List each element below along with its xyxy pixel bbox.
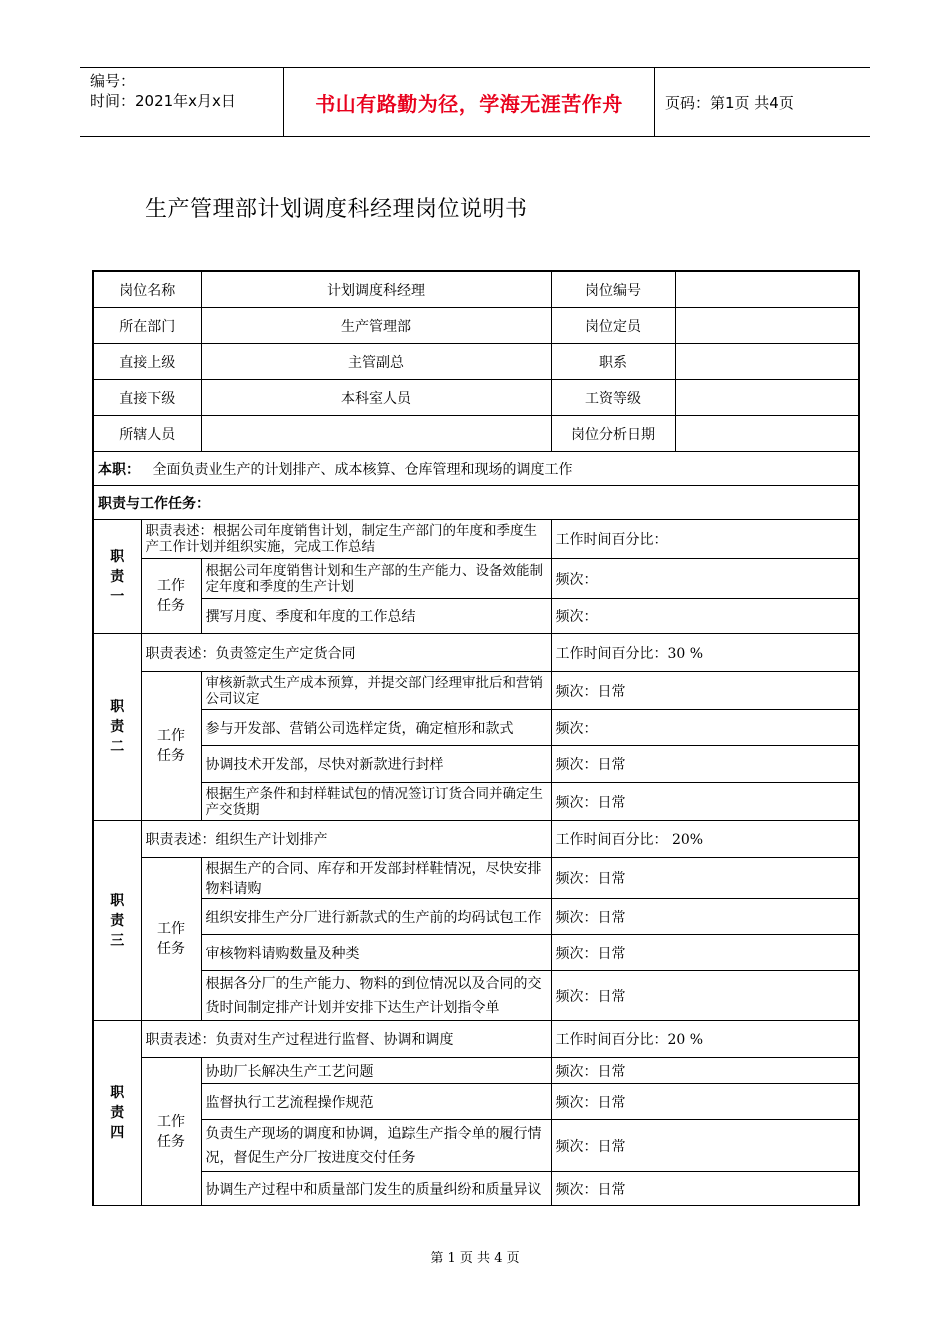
duties-header: 职责与工作任务： (93, 486, 859, 520)
duty-statement: 职责表述：负责签定生产定货合同 (141, 634, 551, 672)
task-row (93, 672, 859, 710)
task-row (93, 935, 859, 971)
duty-label-char: 一 (110, 588, 125, 605)
task-frequency: 频次： (551, 559, 859, 599)
duty-statement: 职责表述：负责对生产过程进行监督、协调和调度 (141, 1021, 551, 1058)
task-label-line: 任务 (157, 748, 185, 764)
task-row (93, 710, 859, 746)
task-frequency: 频次：日常 (551, 672, 859, 710)
info-label: 工资等级 (551, 380, 675, 416)
task-row (93, 971, 859, 1021)
info-value: 主管副总 (201, 344, 551, 380)
task-frequency: 频次：日常 (551, 1058, 859, 1084)
header-number: 编号： (90, 72, 136, 90)
task-label-line: 任务 (157, 598, 185, 614)
info-label: 直接上级 (93, 344, 201, 380)
info-row (93, 308, 859, 344)
task-text: 负责生产现场的调度和协调，追踪生产指令单的履行情况，督促生产分厂按进度交付任务 (201, 1120, 551, 1172)
duty-label-char: 三 (110, 932, 125, 949)
info-value (675, 344, 859, 380)
duty-label-char: 职 (110, 1085, 125, 1101)
task-text: 审核物料请购数量及种类 (201, 935, 551, 971)
duty-label (93, 1021, 141, 1206)
duty-statement-row (93, 520, 859, 559)
task-frequency: 频次： (551, 710, 859, 746)
task-label-line: 工作 (157, 1113, 185, 1130)
task-text: 监督执行工艺流程操作规范 (201, 1084, 551, 1120)
duties-header-row (93, 486, 859, 520)
task-frequency: 频次：日常 (551, 1120, 859, 1172)
info-value (675, 416, 859, 452)
task-text: 组织安排生产分厂进行新款式的生产前的均码试包工作 (201, 899, 551, 935)
duty-label (93, 821, 141, 1021)
duty-label (93, 634, 141, 821)
info-label: 所辖人员 (93, 416, 201, 452)
task-label-line: 工作 (157, 728, 185, 744)
duty-time-percent: 工作时间百分比： (551, 520, 859, 559)
task-label (141, 1058, 201, 1206)
task-row (93, 1172, 859, 1206)
duty-statement: 职责表述：组织生产计划排产 (141, 821, 551, 858)
core-duty-cell (93, 452, 859, 486)
task-text: 协调生产过程中和质量部门发生的质量纠纷和质量异议 (201, 1172, 551, 1206)
info-value (675, 308, 859, 344)
task-text: 根据生产的合同、库存和开发部封样鞋情况，尽快安排物料请购 (201, 858, 551, 899)
info-row (93, 271, 859, 308)
header-time: 时间：2021年x月x日 (90, 92, 236, 110)
duty-label-char: 责 (110, 1105, 125, 1121)
duty-label-char: 职 (110, 548, 125, 565)
task-text: 参与开发部、营销公司选样定货，确定楦形和款式 (201, 710, 551, 746)
task-frequency: 频次：日常 (551, 858, 859, 899)
task-frequency: 频次： (551, 599, 859, 634)
task-row (93, 1058, 859, 1084)
info-row (93, 344, 859, 380)
task-label-line: 工作 (157, 578, 185, 594)
duty-label (93, 520, 141, 634)
task-text: 协调技术开发部，尽快对新款进行封样 (201, 746, 551, 783)
header-motto: 书山有路勤为径，学海无涯苦作舟 (284, 68, 655, 136)
duty-label-char: 职 (110, 699, 125, 715)
info-value (675, 271, 859, 308)
header-meta (80, 68, 284, 136)
info-label: 岗位名称 (93, 271, 201, 308)
task-text: 根据生产条件和封样鞋试包的情况签订订货合同并确定生产交货期 (201, 783, 551, 821)
task-row (93, 1084, 859, 1120)
task-frequency: 频次：日常 (551, 746, 859, 783)
page-footer: 第 1 页 共 4 页 (430, 1251, 520, 1266)
task-frequency: 频次：日常 (551, 783, 859, 821)
duty-statement-row (93, 1021, 859, 1058)
info-label: 直接下级 (93, 380, 201, 416)
task-label (141, 672, 201, 821)
task-label-line: 任务 (157, 1133, 185, 1150)
info-value: 本科室人员 (201, 380, 551, 416)
task-row (93, 746, 859, 783)
task-label-line: 工作 (157, 921, 185, 937)
task-label (141, 559, 201, 634)
task-row (93, 783, 859, 821)
duty-label-char: 责 (110, 912, 125, 929)
core-duty-text: 全面负责业生产的计划排产、成本核算、仓库管理和现场的调度工作 (152, 461, 573, 478)
duty-statement: 职责表述：根据公司年度销售计划，制定生产部门的年度和季度生产工作计划并组织实施，完成工作总结 (141, 520, 551, 559)
info-label: 岗位分析日期 (551, 416, 675, 452)
page-header (80, 67, 870, 137)
duty-statement-row (93, 821, 859, 858)
info-row (93, 416, 859, 452)
duty-label-char: 二 (110, 739, 125, 755)
info-value (201, 416, 551, 452)
info-row (93, 380, 859, 416)
task-frequency: 频次：日常 (551, 971, 859, 1021)
core-duty-row (93, 452, 859, 486)
task-frequency: 频次：日常 (551, 935, 859, 971)
info-label: 所在部门 (93, 308, 201, 344)
duty-time-percent: 工作时间百分比：30 % (551, 634, 859, 672)
task-text: 根据公司年度销售计划和生产部的生产能力、设备效能制定年度和季度的生产计划 (201, 559, 551, 599)
duty-statement-row (93, 634, 859, 672)
info-value (675, 380, 859, 416)
info-value: 生产管理部 (201, 308, 551, 344)
task-row (93, 899, 859, 935)
job-description-table (92, 270, 860, 1206)
task-row (93, 599, 859, 634)
info-label: 岗位编号 (551, 271, 675, 308)
info-value: 计划调度科经理 (201, 271, 551, 308)
task-label (141, 858, 201, 1021)
task-text: 协助厂长解决生产工艺问题 (201, 1058, 551, 1084)
task-row (93, 1120, 859, 1172)
task-text: 撰写月度、季度和年度的工作总结 (201, 599, 551, 634)
task-label-line: 任务 (157, 941, 185, 957)
task-row (93, 858, 859, 899)
document-title: 生产管理部计划调度科经理岗位说明书 (145, 197, 528, 222)
task-text: 根据各分厂的生产能力、物料的到位情况以及合同的交货时间制定排产计划并安排下达生产计划指令单 (201, 971, 551, 1021)
duty-label-char: 责 (110, 568, 125, 585)
info-label: 职系 (551, 344, 675, 380)
task-frequency: 频次：日常 (551, 1172, 859, 1206)
duty-time-percent: 工作时间百分比： 20% (551, 821, 859, 858)
task-text: 审核新款式生产成本预算，并提交部门经理审批后和营销公司议定 (201, 672, 551, 710)
task-row (93, 559, 859, 599)
core-duty-label: 本职： (98, 461, 140, 478)
header-page-info: 页码：第1页 共4页 (665, 93, 794, 112)
duty-label-char: 责 (110, 719, 125, 735)
task-frequency: 频次：日常 (551, 899, 859, 935)
info-label: 岗位定员 (551, 308, 675, 344)
task-frequency: 频次：日常 (551, 1084, 859, 1120)
duty-label-char: 职 (110, 892, 125, 909)
duty-time-percent: 工作时间百分比：20 % (551, 1021, 859, 1058)
duty-label-char: 四 (110, 1125, 125, 1141)
